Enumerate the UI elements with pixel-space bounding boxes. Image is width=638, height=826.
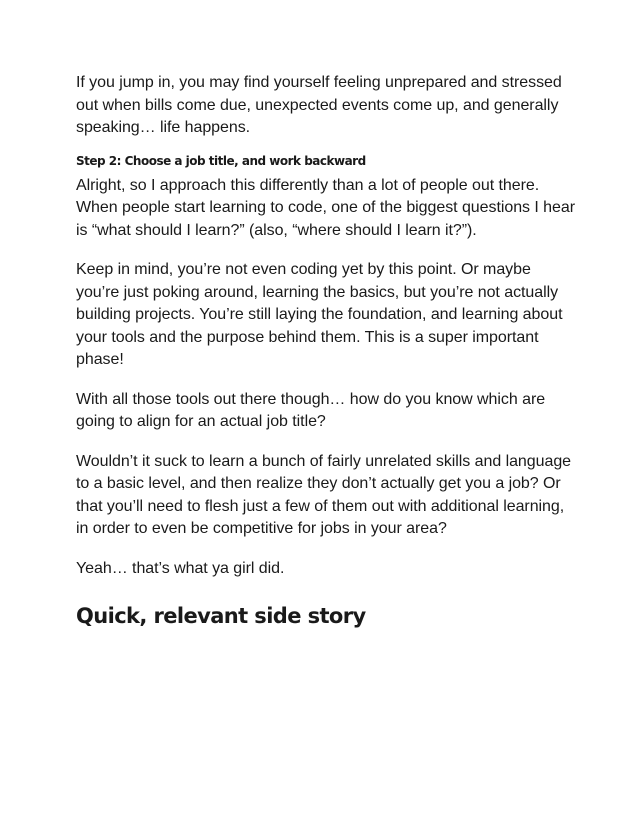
- paragraph-foundation: Keep in mind, you’re not even coding yet by this point. Or maybe you’re just poking around, learning the basics, but you’re not actually building projects. You’re still laying the foundation, and learning about your tools and the purpose behind them. This is a super important phase!: [76, 261, 563, 368]
- side-story-heading: Quick, relevant side story: [76, 604, 366, 628]
- paragraph-approach: Alright, so I approach this differently than a lot of people out there. When people start learning to code, one of the biggest questions I hear is “what should I learn?” (also, “where should I learn it?”).: [76, 176, 576, 239]
- paragraph-ya-girl: Yeah… that’s what ya girl did.: [76, 559, 285, 577]
- paragraph-unrelated-skills: Wouldn’t it suck to learn a bunch of fairly unrelated skills and language to a basic level, and then realize they don’t actually get you a job? Or that you’ll need to flesh just a few of them out with additional learning, in order to even be competitive for jobs in your area?: [76, 452, 572, 537]
- step-2-heading: Step 2: Choose a job title, and work backward: [76, 153, 366, 168]
- paragraph-tools: With all those tools out there though… how do you know which are going to align for an actual job title?: [76, 390, 546, 430]
- document-page: [76, 72, 576, 630]
- paragraph-bills: If you jump in, you may find yourself feeling unprepared and stressed out when bills come due, unexpected events come up, and generally speaking… life happens.: [76, 74, 562, 136]
